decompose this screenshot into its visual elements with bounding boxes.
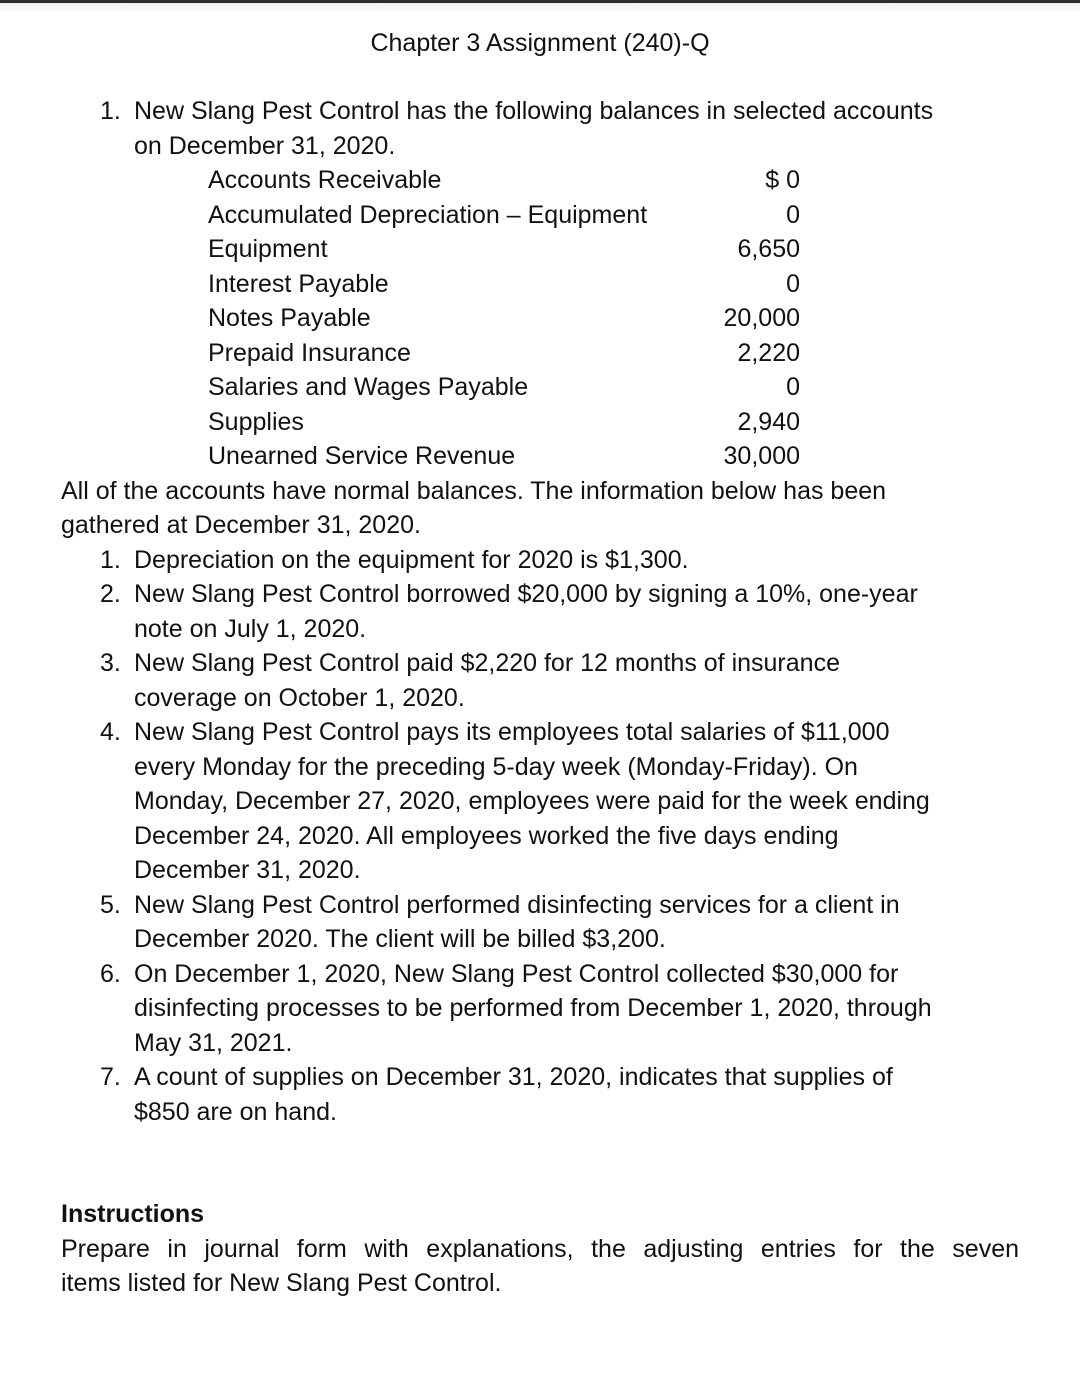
instructions-section (61, 1197, 1019, 1301)
item-number: 4. (100, 718, 121, 746)
account-name: Unearned Service Revenue (208, 442, 516, 470)
list-item (0, 646, 1080, 681)
item-text-line: New Slang Pest Control performed disinfecting services for a client in (134, 890, 900, 919)
item-number: 7. (100, 1063, 121, 1091)
item-number: 6. (100, 959, 121, 988)
account-amount: 20,000 (723, 304, 800, 332)
item-text-line: note on July 1, 2020. (134, 614, 367, 643)
account-amount: $ 0 (765, 166, 800, 194)
list-item (0, 1026, 1080, 1061)
account-name: Equipment (208, 235, 328, 263)
item-number: 1. (100, 545, 121, 574)
account-amount: 2,940 (737, 407, 800, 436)
item-text-line: A count of supplies on December 31, 2020, indicates that supplies of (134, 1063, 893, 1091)
problem-number: 1. (100, 97, 121, 125)
item-text-line: December 24, 2020. All employees worked the five days ending (134, 821, 839, 850)
list-item (0, 750, 1080, 785)
account-amount: 0 (786, 200, 800, 229)
item-text-line: disinfecting processes to be performed from December 1, 2020, through (134, 994, 932, 1022)
item-text-line: New Slang Pest Control paid $2,220 for 12 months of insurance (134, 649, 840, 677)
account-name: Supplies (208, 407, 304, 436)
problem-intro-line: on December 31, 2020. (134, 131, 396, 160)
account-row (0, 232, 1080, 267)
item-text-line: coverage on October 1, 2020. (134, 683, 465, 712)
item-text-line: $850 are on hand. (134, 1097, 337, 1126)
account-amount: 0 (786, 373, 800, 401)
list-item (0, 543, 1080, 578)
account-name: Salaries and Wages Payable (208, 373, 529, 401)
item-text-line: May 31, 2021. (134, 1028, 293, 1057)
item-number: 3. (100, 649, 121, 677)
item-text-line: New Slang Pest Control pays its employees total salaries of $11,000 (134, 718, 890, 746)
list-item (0, 577, 1080, 612)
account-name: Notes Payable (208, 304, 371, 332)
list-item (0, 1095, 1080, 1130)
item-number: 5. (100, 890, 121, 919)
list-item (0, 681, 1080, 716)
list-item (0, 784, 1080, 819)
list-item (0, 922, 1080, 957)
instructions-line: items listed for New Slang Pest Control. (61, 1269, 502, 1297)
account-row (0, 198, 1080, 233)
account-row (0, 301, 1080, 336)
item-text-line: Depreciation on the equipment for 2020 is $1,300. (134, 545, 689, 574)
problem-intro-line: New Slang Pest Control has the following balances in selected accounts (134, 97, 934, 125)
account-name: Interest Payable (208, 269, 389, 298)
item-text-line: Monday, December 27, 2020, employees were paid for the week ending (134, 787, 930, 815)
instructions-heading: Instructions (61, 1200, 205, 1228)
account-row (0, 163, 1080, 198)
account-name: Accounts Receivable (208, 166, 442, 194)
account-row (0, 405, 1080, 440)
problem-body (0, 94, 1080, 1129)
top-shadow (0, 3, 1080, 13)
account-row (0, 336, 1080, 371)
info-paragraph-line: All of the accounts have normal balances. The information below has been (61, 476, 887, 505)
account-row (0, 370, 1080, 405)
list-item (0, 715, 1080, 750)
item-text-line: On December 1, 2020, New Slang Pest Control collected $30,000 for (134, 959, 899, 988)
item-text-line: December 31, 2020. (134, 856, 361, 884)
item-text-line: every Monday for the preceding 5-day week (Monday-Friday). On (134, 752, 858, 781)
list-item (0, 1060, 1080, 1095)
list-item (0, 957, 1080, 992)
account-amount: 0 (786, 269, 800, 298)
list-item (0, 819, 1080, 854)
item-text-line: New Slang Pest Control borrowed $20,000 by signing a 10%, one-year (134, 580, 918, 608)
account-amount: 2,220 (737, 338, 800, 367)
instructions-line: Prepare in journal form with explanations, the adjusting entries for the seven (61, 1234, 1019, 1263)
list-item (0, 991, 1080, 1026)
page-title: Chapter 3 Assignment (240)-Q (370, 29, 710, 57)
info-paragraph-line: gathered at December 31, 2020. (61, 511, 421, 539)
account-amount: 30,000 (723, 442, 800, 470)
list-item (0, 612, 1080, 647)
list-item (0, 853, 1080, 888)
account-name: Accumulated Depreciation – Equipment (208, 200, 648, 229)
account-amount: 6,650 (737, 235, 800, 263)
account-row (0, 267, 1080, 302)
account-name: Prepaid Insurance (208, 338, 411, 367)
list-item (0, 888, 1080, 923)
item-text-line: December 2020. The client will be billed $3,200. (134, 925, 666, 953)
item-number: 2. (100, 580, 121, 608)
account-row (0, 439, 1080, 474)
